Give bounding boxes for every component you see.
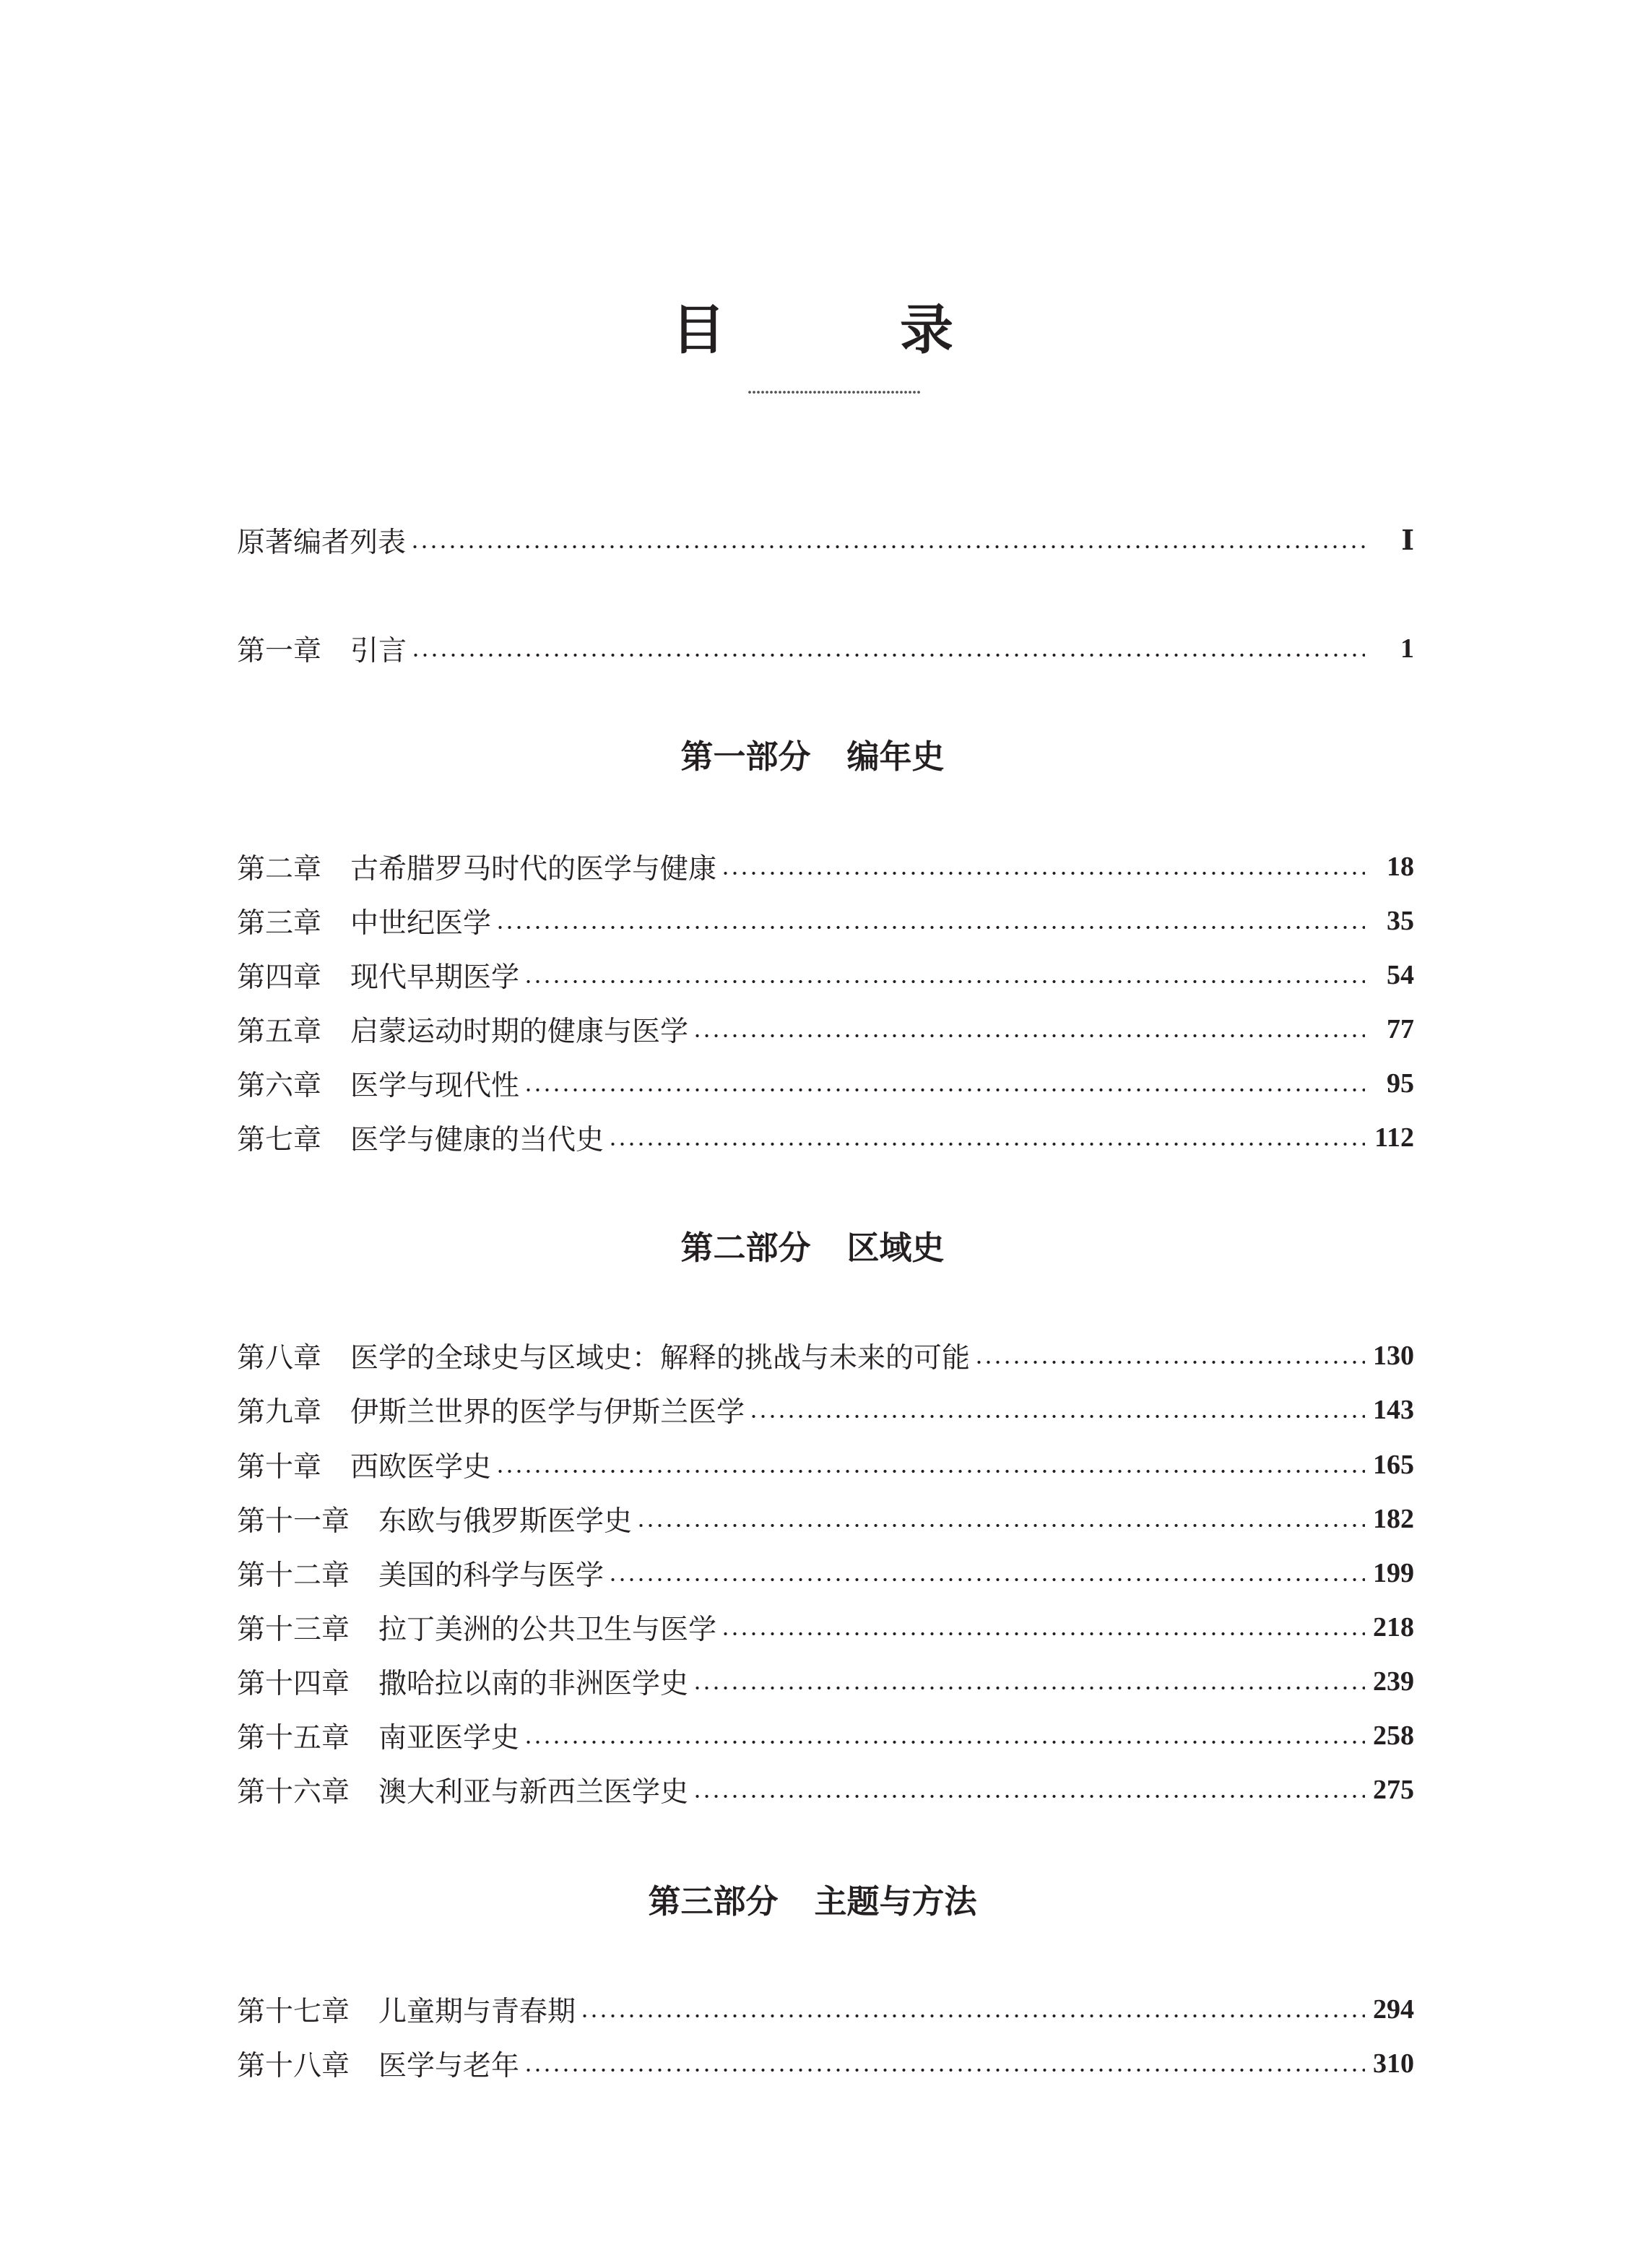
toc-page-number: 35 xyxy=(1387,906,1414,936)
dot-leader xyxy=(411,653,1365,657)
toc-entry-chapter-1[interactable] xyxy=(237,627,1414,670)
toc-chapter-label: 第二章 xyxy=(237,853,322,886)
toc-page-number: 275 xyxy=(1373,1775,1414,1805)
dot-leader xyxy=(693,1034,1365,1038)
dot-leader xyxy=(608,1142,1365,1146)
dot-leader xyxy=(721,1632,1365,1636)
toc-page-number: 218 xyxy=(1373,1612,1414,1642)
toc-chapter-label: 第九章 xyxy=(237,1396,322,1429)
toc-page-number: 239 xyxy=(1373,1666,1414,1697)
toc-chapter-label: 第十五章 xyxy=(237,1722,350,1754)
toc-chapter-label: 第三章 xyxy=(237,907,322,940)
toc-entry[interactable] xyxy=(237,1388,1414,1432)
toc-entry[interactable] xyxy=(237,1443,1414,1486)
title-underline xyxy=(748,390,921,397)
toc-page-number: 258 xyxy=(1373,1721,1414,1751)
toc-chapter-label: 第十六章 xyxy=(237,1776,350,1809)
toc-entry[interactable] xyxy=(237,1551,1414,1595)
toc-chapter-title: 现代早期医学 xyxy=(350,961,520,994)
toc-page-number: 143 xyxy=(1373,1395,1414,1425)
part-number: 第一部分 xyxy=(680,737,811,776)
toc-chapter-title: 医学与健康的当代史 xyxy=(350,1124,604,1156)
toc-chapter-label: 第十三章 xyxy=(237,1614,350,1646)
toc-chapter-label: 第五章 xyxy=(237,1016,322,1048)
toc-page-number: 182 xyxy=(1373,1504,1414,1534)
toc-chapter-title: 南亚医学史 xyxy=(378,1722,520,1754)
toc-entry[interactable] xyxy=(237,1714,1414,1757)
dot-leader xyxy=(693,1794,1365,1799)
toc-chapter-title: 古希腊罗马时代的医学与健康 xyxy=(350,853,717,886)
toc-chapter-title: 拉丁美洲的公共卫生与医学 xyxy=(378,1614,717,1646)
part-name: 区域史 xyxy=(846,1229,945,1267)
dot-leader xyxy=(410,545,1365,549)
dot-leader xyxy=(524,2068,1365,2072)
toc-chapter-label: 第六章 xyxy=(237,1070,322,1102)
toc-chapter-label: 第七章 xyxy=(237,1124,322,1156)
toc-chapter-title: 医学与现代性 xyxy=(350,1070,520,1102)
dot-leader xyxy=(721,871,1365,875)
toc-page-number: 294 xyxy=(1373,1994,1414,2025)
part-heading xyxy=(0,737,1625,776)
toc-page-number: Ⅰ xyxy=(1401,526,1414,556)
toc-chapter-title: 儿童期与青春期 xyxy=(378,1996,576,2028)
toc-chapter-label: 第十一章 xyxy=(237,1505,350,1538)
toc-entry-label: 原著编者列表 xyxy=(237,527,407,559)
part-name: 主题与方法 xyxy=(814,1882,977,1921)
toc-chapter-title: 医学与老年 xyxy=(378,2050,520,2082)
dot-leader xyxy=(749,1414,1365,1419)
toc-entry[interactable] xyxy=(237,899,1414,943)
toc-chapter-title: 伊斯兰世界的医学与伊斯兰医学 xyxy=(350,1396,745,1429)
toc-entry[interactable] xyxy=(237,1062,1414,1105)
part-heading xyxy=(0,1882,1625,1921)
toc-chapter-title: 医学的全球史与区域史：解释的挑战与未来的可能 xyxy=(350,1342,971,1375)
dot-leader xyxy=(636,1523,1365,1528)
part-number: 第三部分 xyxy=(648,1882,779,1921)
toc-entry-contributors[interactable] xyxy=(237,519,1414,562)
toc-chapter-title: 撒哈拉以南的非洲医学史 xyxy=(378,1668,689,1700)
dot-leader xyxy=(693,1686,1365,1690)
toc-entry[interactable] xyxy=(237,1497,1414,1541)
toc-entry[interactable] xyxy=(237,1008,1414,1051)
toc-page-number: 95 xyxy=(1387,1068,1414,1099)
dot-leader xyxy=(524,979,1365,984)
toc-chapter-label: 第十七章 xyxy=(237,1996,350,2028)
toc-chapter-title: 东欧与俄罗斯医学史 xyxy=(378,1505,633,1538)
toc-entry[interactable] xyxy=(237,2042,1414,2085)
toc-entry[interactable] xyxy=(237,1116,1414,1159)
toc-entry[interactable] xyxy=(237,953,1414,997)
toc-chapter-label: 第一章 xyxy=(237,635,322,667)
toc-chapter-title: 澳大利亚与新西兰医学史 xyxy=(378,1776,689,1809)
toc-chapter-title: 中世纪医学 xyxy=(350,907,492,940)
dot-leader xyxy=(974,1360,1365,1364)
toc-entry[interactable] xyxy=(237,1988,1414,2031)
toc-entry[interactable] xyxy=(237,1768,1414,1812)
toc-page-number: 165 xyxy=(1373,1450,1414,1480)
toc-page-number: 54 xyxy=(1387,960,1414,990)
dot-leader xyxy=(495,925,1365,930)
toc-chapter-label: 第十二章 xyxy=(237,1559,350,1592)
part-heading xyxy=(0,1229,1625,1267)
toc-page-number: 18 xyxy=(1387,852,1414,882)
toc-entry[interactable] xyxy=(237,1660,1414,1703)
toc-entry[interactable] xyxy=(237,845,1414,888)
part-number: 第二部分 xyxy=(680,1229,811,1267)
toc-page-number: 112 xyxy=(1374,1122,1414,1153)
toc-chapter-label: 第四章 xyxy=(237,961,322,994)
dot-leader xyxy=(524,1088,1365,1092)
toc-chapter-title: 启蒙运动时期的健康与医学 xyxy=(350,1016,689,1048)
toc-chapter-label: 第十八章 xyxy=(237,2050,350,2082)
toc-chapter-label: 第十四章 xyxy=(237,1668,350,1700)
toc-chapter-label: 第八章 xyxy=(237,1342,322,1375)
toc-entry[interactable] xyxy=(237,1606,1414,1649)
toc-page-number: 1 xyxy=(1400,633,1414,664)
dot-leader xyxy=(524,1740,1365,1744)
toc-chapter-title: 引言 xyxy=(350,635,407,667)
toc-page-number: 199 xyxy=(1373,1558,1414,1588)
toc-chapter-title: 美国的科学与医学 xyxy=(378,1559,604,1592)
dot-leader xyxy=(608,1577,1365,1582)
toc-page-number: 310 xyxy=(1373,2048,1414,2079)
toc-chapter-label: 第十章 xyxy=(237,1451,322,1484)
toc-page-number: 130 xyxy=(1373,1341,1414,1371)
dot-leader xyxy=(580,2014,1365,2018)
toc-chapter-title: 西欧医学史 xyxy=(350,1451,492,1484)
toc-entry[interactable] xyxy=(237,1334,1414,1377)
part-name: 编年史 xyxy=(846,737,945,776)
toc-page-number: 77 xyxy=(1387,1014,1414,1044)
page-title: 目 录 xyxy=(672,299,1014,361)
dot-leader xyxy=(495,1469,1365,1473)
